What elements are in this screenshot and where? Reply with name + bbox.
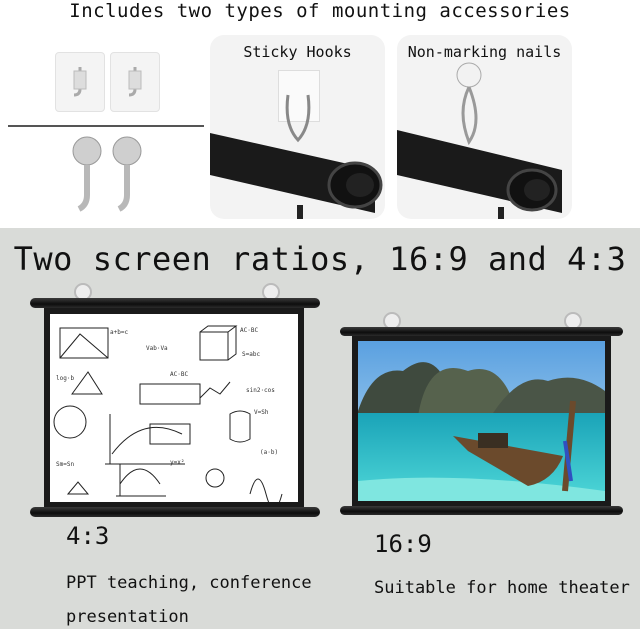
svg-text:AC·BC: AC·BC [170,371,189,378]
sticky-hooks-card [210,35,385,219]
ratios-heading: Two screen ratios, 16:9 and 4:3 [13,240,627,278]
nails-card [397,35,572,219]
ratio-4-3-desc-line2: presentation [66,607,189,627]
svg-text:V=Sh: V=Sh [254,409,269,416]
whiteboard-image [50,314,298,502]
screen-frame-4-3 [44,308,304,508]
screen-frame-16-9 [352,336,611,506]
ratio-16-9-desc-line1: Suitable for home theater [374,578,630,598]
nail-hook-icon [110,135,144,213]
nails-label: Non-marking nails [407,43,562,61]
svg-text:log·b: log·b [56,375,75,382]
svg-text:S=abc: S=abc [242,351,261,358]
bottom-rod [30,507,320,517]
svg-text:Sm=Sn: Sm=Sn [56,461,75,468]
svg-text:Vab·Va: Vab·Va [146,345,168,352]
svg-text:sin2·cos: sin2·cos [246,387,275,394]
divider [8,125,204,127]
nail-hook-icon [397,35,572,219]
svg-text:(a·b): (a·b) [260,449,279,456]
ratio-16-9-label: 16:9 [374,530,432,558]
nail-hook-icon [70,135,104,213]
ratio-4-3-desc-line1: PPT teaching, conference [66,573,312,593]
top-rod [30,298,320,308]
svg-text:y=x²: y=x² [170,459,185,466]
accessories-heading: Includes two types of mounting accessories [69,0,571,22]
sticky-pad-icon [55,52,105,112]
top-rod [340,327,623,336]
ratio-4-3-label: 4:3 [66,522,110,550]
beach-boat-image [358,341,605,501]
sticky-hooks-label: Sticky Hooks [243,43,352,61]
svg-text:AC·BC: AC·BC [240,327,259,334]
sticky-pad-icon [110,52,160,112]
bottom-rod [340,506,623,515]
svg-text:a+b=c: a+b=c [110,329,129,336]
